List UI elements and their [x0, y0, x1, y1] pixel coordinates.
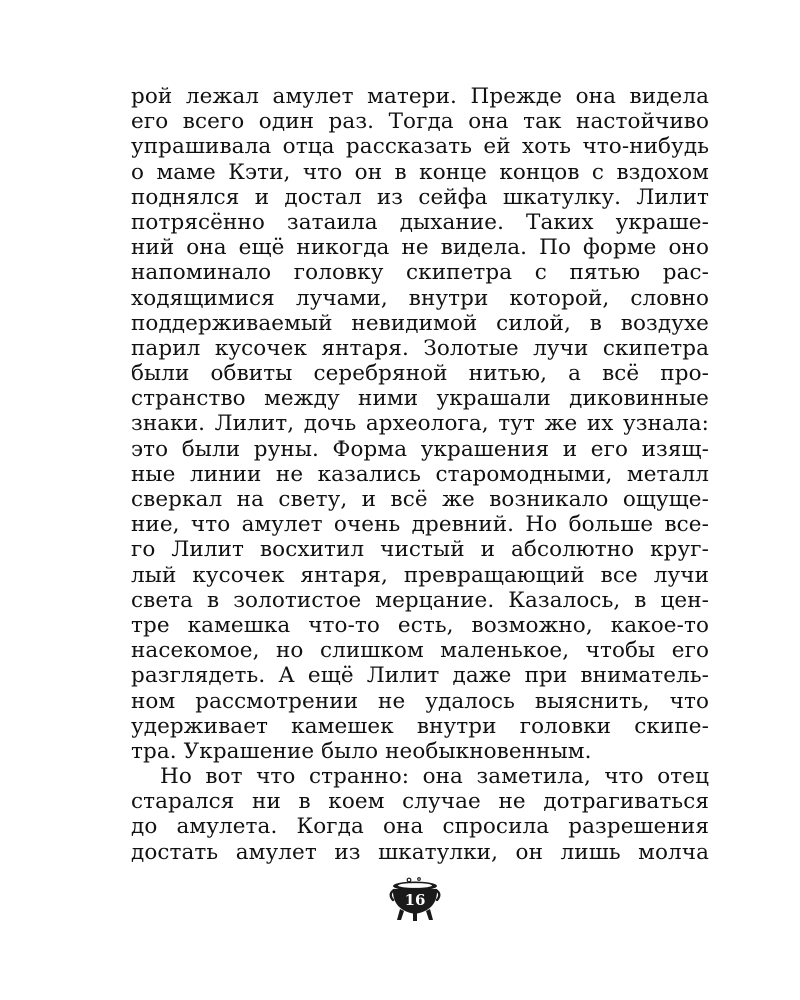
text-line: ном рассмотрении не удалось выяснить, что [131, 688, 709, 714]
text-line: поднялся и достал из сейфа шкатулку. Лилит [131, 184, 709, 210]
paragraph-first-line: Но вот что странно: она заметила, что отец [160, 764, 709, 790]
text-line: тре камешка что-то есть, возможно, какое-то [131, 612, 709, 638]
text-line: рой лежал амулет матери. Прежде она видела [131, 84, 709, 109]
text-line: потрясённо затаила дыхание. Таких украше- [131, 209, 709, 235]
text-line: были обвиты серебряной нитью, а всё про- [131, 361, 709, 387]
text-line: ние, что амулет очень древний. Но больше все- [131, 512, 709, 538]
text-line: парил кусочек янтаря. Золотые лучи скипетра [131, 335, 709, 361]
page-footer [0, 872, 800, 932]
text-line: его всего один раз. Тогда она так настойчиво [131, 109, 709, 135]
text-line: старался ни в коем случае не дотрагиваться [131, 789, 709, 815]
text-line: света в золотистое мерцание. Казалось, в цен- [131, 587, 709, 613]
text-line: напоминало головку скипетра с пятью рас- [131, 260, 709, 286]
text-line: удерживает камешек внутри головки скипе- [131, 713, 709, 739]
page-number: 16 [404, 891, 426, 909]
text-line: до амулета. Когда она спросила разрешения [131, 814, 709, 840]
text-line: достать амулет из шкатулки, он лишь молча [131, 839, 709, 865]
text-line: упрашивала отца рассказать ей хоть что-нибудь [131, 134, 709, 160]
text-line: ные линии не казались старомодными, металл [131, 461, 709, 487]
text-line: знаки. Лилит, дочь археолога, тут же их узнала: [131, 411, 709, 437]
paragraph-last-line: тра. Украшение было необыкновенным. [131, 738, 592, 764]
text-line: лый кусочек янтаря, превращающий все лучи [131, 562, 709, 588]
text-line: го Лилит восхитил чистый и абсолютно круг- [131, 537, 709, 563]
text-line: разглядеть. А ещё Лилит даже при вниматель- [131, 663, 709, 689]
text-line: насекомое, но слишком маленькое, чтобы его [131, 638, 709, 664]
text-line: сверкал на свету, и всё же возникало ощуще- [131, 487, 709, 512]
body-text [131, 84, 709, 865]
text-line: ходящимися лучами, внутри которой, словно [131, 285, 709, 311]
text-line: странство между ними украшали диковинные [131, 386, 709, 412]
text-line: ний она ещё никогда не видела. По форме оно [131, 235, 709, 261]
text-line: это были руны. Форма украшения и его изящ- [131, 436, 709, 462]
text-line: поддерживаемый невидимой силой, в воздухе [131, 310, 709, 336]
text-line: о маме Кэти, что он в конце концов с вздохом [131, 159, 709, 185]
